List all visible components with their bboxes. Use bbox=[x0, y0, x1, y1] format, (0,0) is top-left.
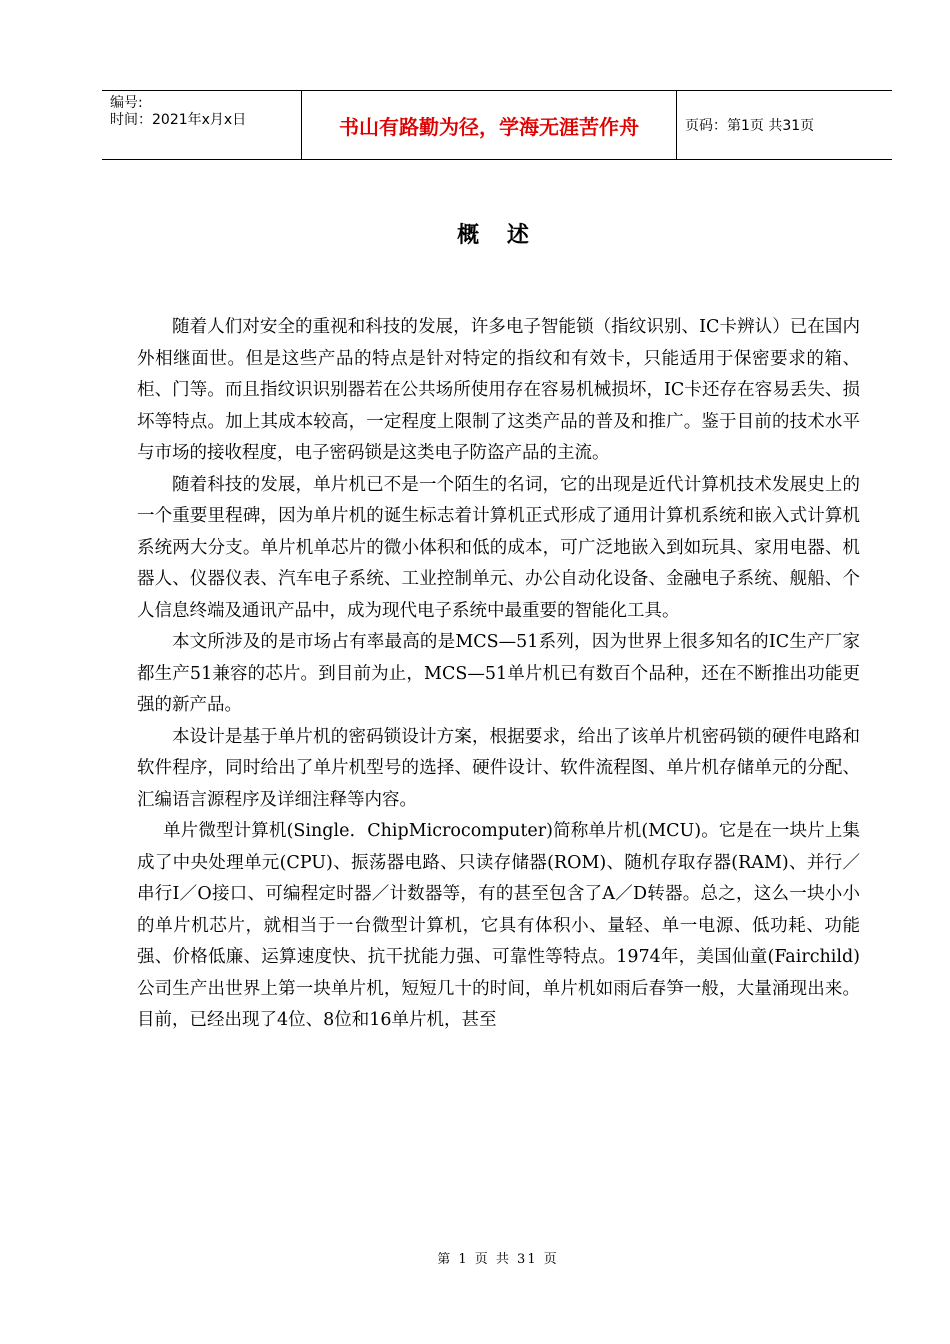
header-page-cell bbox=[677, 91, 892, 159]
body-paragraph: 随着人们对安全的重视和科技的发展，许多电子智能锁（指纹识别、IC卡辨认）已在国内外相继面世。但是这些产品的特点是针对特定的指纹和有效卡，只能适用于保密要求的箱、柜、门等。而且指纹识识别器若在公共场所使用存在容易机械损坏，IC卡还存在容易丢失、损坏等特点。加上其成本较高，一定程度上限制了这类产品的普及和推广。鉴于目前的技术水平与市场的接收程度，电子密码锁是这类电子防盗产品的主流。 bbox=[137, 317, 860, 463]
document-number-label: 编号: bbox=[110, 95, 143, 111]
body-paragraph: 本设计是基于单片机的密码锁设计方案，根据要求，给出了该单片机密码锁的硬件电路和软件程序，同时给出了单片机型号的选择、硬件设计、软件流程图、单片机存储单元的分配、汇编语言源程序及详细注释等内容。 bbox=[137, 726, 860, 810]
document-body bbox=[137, 312, 860, 1037]
header-motto-cell bbox=[302, 91, 677, 159]
body-paragraph: 单片微型计算机(Single．ChipMicrocomputer)简称单片机(MCU)。它是在一块片上集成了中央处理单元(CPU)、振荡器电路、只读存储器(ROM)、随机存取存器(RAM)、并行／串行I／O接口、可编程定时器／计数器等，有的甚至包含了A／D转器。总之，这么一块小小的单片机芯片，就相当于一台微型计算机，它具有体积小、量轻、单一电源、低功耗、功能强、价格低廉、运算速度快、抗干扰能力强、可靠性等特点。1974年，美国仙童(Fairchild)公司生产出世界上第一块单片机，短短几十的时间，单片机如雨后春笋一般，大量涌现出来。目前，已经出现了4位、8位和16单片机，甚至 bbox=[137, 821, 860, 1030]
document-title: 概 述 bbox=[457, 223, 539, 248]
header-page-info: 页码：第1页 共31页 bbox=[685, 118, 815, 134]
document-time-label: 时间：2021年x月x日 bbox=[110, 112, 247, 128]
header-table bbox=[102, 90, 892, 160]
body-paragraph: 随着科技的发展，单片机已不是一个陌生的名词，它的出现是近代计算机技术发展史上的一个重要里程碑，因为单片机的诞生标志着计算机正式形成了通用计算机系统和嵌入式计算机系统两大分支。单片机单芯片的微小体积和低的成本，可广泛地嵌入到如玩具、家用电器、机器人、仪器仪表、汽车电子系统、工业控制单元、办公自动化设备、金融电子系统、舰船、个人信息终端及通讯产品中，成为现代电子系统中最重要的智能化工具。 bbox=[137, 474, 860, 621]
body-paragraph: 本文所涉及的是市场占有率最高的是MCS—51系列，因为世界上很多知名的IC生产厂家都生产51兼容的芯片。到目前为止，MCS—51单片机已有数百个品种，还在不断推出功能更强的新产品。 bbox=[137, 632, 860, 715]
page-footer: 第 1 页 共 31 页 bbox=[437, 1252, 559, 1267]
header-motto: 书山有路勤为径，学海无涯苦作舟 bbox=[339, 114, 639, 139]
header-meta-cell bbox=[102, 91, 302, 159]
